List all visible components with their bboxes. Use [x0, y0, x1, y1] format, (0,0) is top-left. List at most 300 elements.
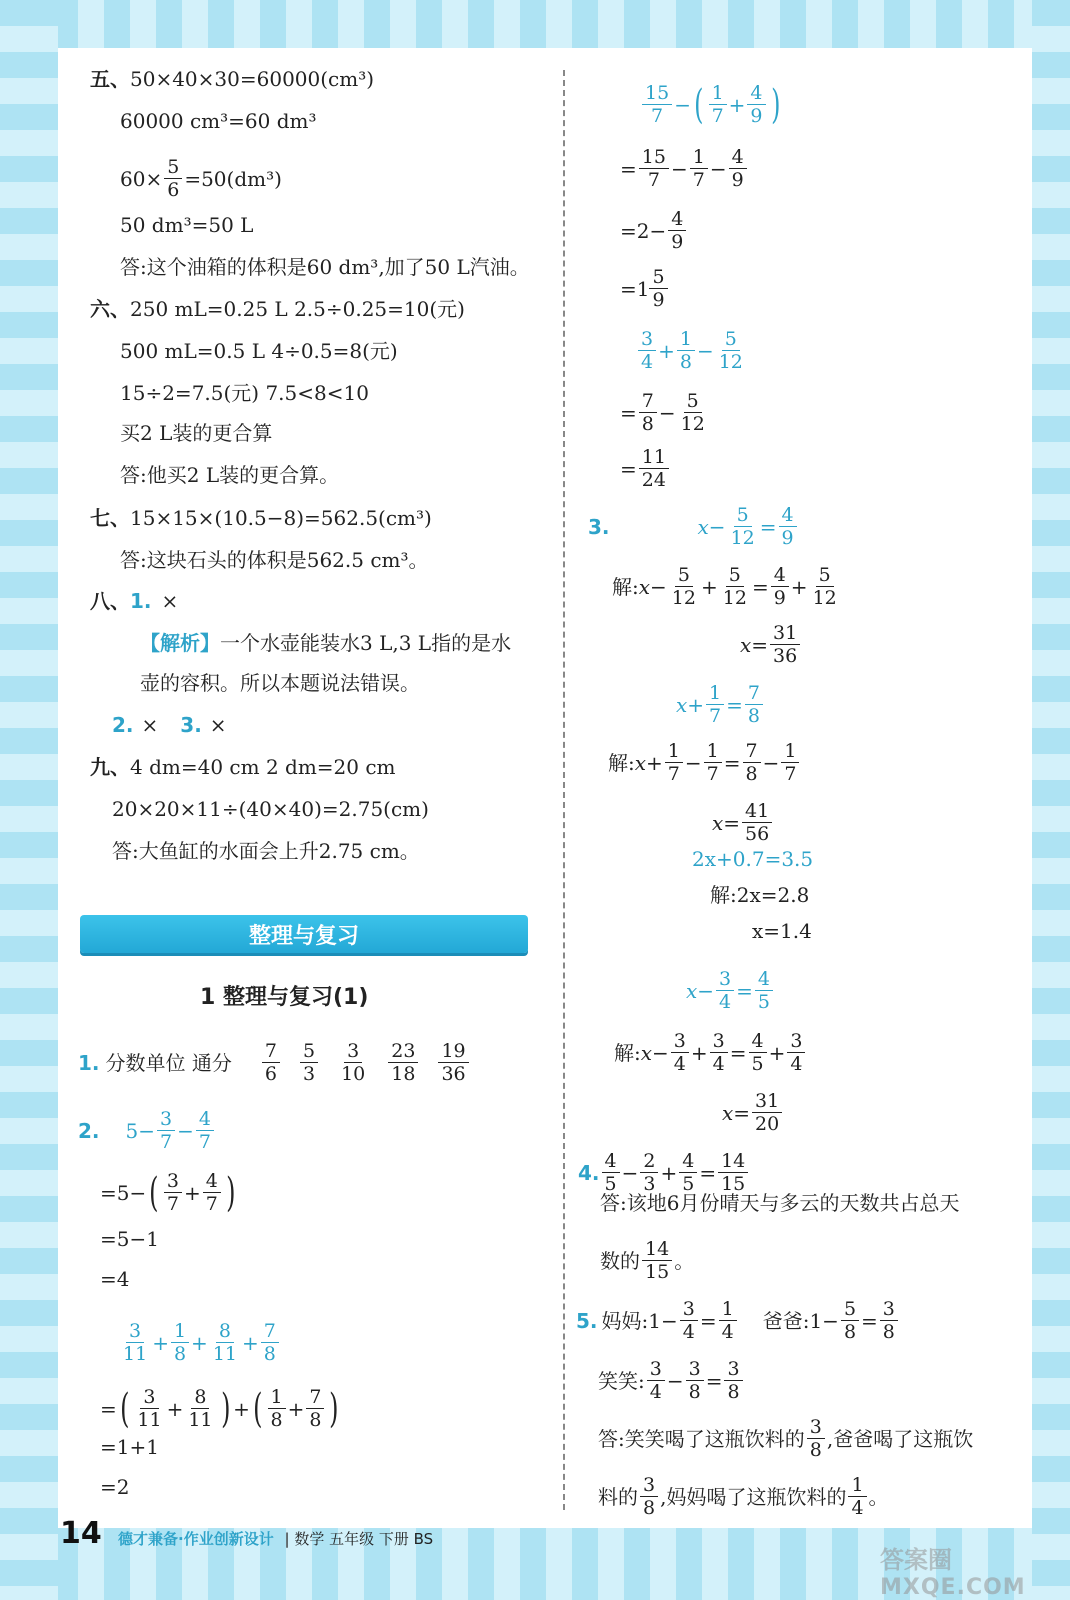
expr-text: =2− [620, 218, 667, 243]
denominator: 7 [166, 1193, 179, 1215]
fraction [642, 82, 672, 127]
denominator: 4 [851, 1497, 864, 1519]
numerator: 7 [639, 390, 657, 413]
numerator: 3 [724, 1358, 742, 1381]
numerator: 5 [675, 564, 693, 587]
fraction [706, 682, 724, 727]
denominator: 8 [745, 763, 758, 785]
fraction [787, 1030, 805, 1075]
numerator: 1 [690, 146, 708, 169]
fraction [642, 1238, 672, 1283]
r-expr3: $\frac{15}{7}$ − ( $\frac{1}{7}$ + $\frac{4}{9}$ ) [640, 82, 783, 127]
q2-expr2-step3: =2 [100, 1475, 130, 1499]
numerator: 4 [203, 1170, 221, 1193]
q1-text: 分数单位 通分 [105, 1050, 232, 1075]
fraction [171, 1320, 189, 1365]
denominator: 10 [341, 1063, 366, 1085]
numerator: 8 [191, 1386, 209, 1409]
denominator: 8 [727, 1381, 740, 1403]
fraction [262, 1040, 280, 1085]
denominator: 5 [757, 991, 770, 1013]
expr-text: 5− [125, 1118, 155, 1143]
answer-text: 答:笑笑喝了这瓶饮料的 [598, 1426, 805, 1451]
q2-expr1-step2: =5−1 [100, 1227, 159, 1251]
denominator: 8 [843, 1321, 857, 1343]
fraction [745, 682, 763, 727]
denominator: 7 [692, 169, 705, 191]
fraction [716, 328, 746, 373]
denominator: 8 [882, 1321, 895, 1343]
fraction [679, 1150, 697, 1195]
numerator: 14 [718, 1150, 748, 1173]
fraction [157, 1108, 175, 1153]
s8-label: 八、 [90, 589, 130, 613]
numerator: 5 [300, 1040, 318, 1063]
numerator: 3 [880, 1298, 898, 1321]
fraction [709, 82, 727, 127]
q2-expr1-step3: =4 [100, 1267, 130, 1291]
page-frame-right [1032, 0, 1070, 1600]
fraction [120, 1320, 150, 1365]
numerator: 23 [388, 1040, 418, 1063]
numerator: 2 [640, 1150, 658, 1173]
q2-num: 2. [78, 1118, 100, 1143]
denominator: 5 [751, 1053, 764, 1075]
denominator: 7 [709, 705, 722, 727]
numerator: 3 [716, 968, 734, 991]
numerator: 3 [157, 1108, 175, 1131]
numerator: 5 [726, 564, 744, 587]
denominator: 12 [722, 587, 747, 609]
denominator: 15 [645, 1261, 670, 1283]
fraction [781, 740, 799, 785]
q3-sol3b: x=1.4 [752, 919, 812, 943]
s6-l3: 15÷2=7.5(元) 7.5<8<10 [120, 381, 369, 405]
denominator: 3 [643, 1173, 656, 1195]
numerator: 5 [734, 504, 752, 527]
denominator: 9 [731, 169, 744, 191]
s5-line3 [120, 156, 282, 201]
numerator: 7 [262, 1040, 280, 1063]
s8-q1-answer: × [161, 589, 179, 613]
denominator: 6 [167, 179, 180, 201]
fraction [203, 1170, 221, 1215]
denominator: 12 [671, 587, 696, 609]
fraction [747, 82, 765, 127]
denominator: 5 [682, 1173, 695, 1195]
numerator: 5 [684, 390, 702, 413]
numerator: 1 [171, 1320, 189, 1343]
explain-tag: 【解析】 [140, 631, 220, 655]
answer-text: 料的 [598, 1484, 638, 1509]
denominator: 12 [730, 527, 755, 549]
denominator: 6 [264, 1063, 277, 1085]
numerator: 5 [164, 156, 182, 179]
q2-expr2-step1: = ( $\frac{3}{11}$ + $\frac{8}{11}$ ) + ( $\frac{1}{8}$ + $\frac{7}{8}$ ) [100, 1385, 339, 1432]
fraction [210, 1320, 240, 1365]
numerator: 1 [706, 682, 724, 705]
numerator: 4 [747, 82, 765, 105]
denominator: 7 [647, 169, 660, 191]
numerator: 4 [771, 564, 789, 587]
denominator: 12 [812, 587, 837, 609]
q3-sol3a: 解:2x=2.8 [710, 883, 810, 907]
q3-ans4: x = $\frac{31}{20}$ [722, 1090, 784, 1135]
denominator: 7 [706, 763, 719, 785]
s9-line1 [90, 754, 396, 780]
s5-l3-pre: 60× [120, 166, 163, 191]
numerator: 41 [742, 800, 772, 823]
q2-expr1-step1: =5− ( $\frac{3}{7}$ + $\frac{4}{7}$ ) [100, 1169, 236, 1216]
fraction [880, 1298, 898, 1343]
denominator: 7 [198, 1131, 211, 1153]
fraction [647, 1358, 665, 1403]
denominator: 4 [649, 1381, 662, 1403]
q3-sol1: 解: x − $\frac{5}{12}$ + $\frac{5}{12}$ = $\frac{4}{9}$ + $\frac{5}{12}$ [612, 564, 842, 609]
s8-explain1 [140, 630, 511, 656]
numerator: 3 [140, 1386, 158, 1409]
fraction [686, 1358, 704, 1403]
q1-line [78, 1040, 479, 1085]
denominator: 8 [270, 1409, 283, 1431]
fraction [718, 1150, 748, 1195]
denominator: 4 [641, 351, 654, 373]
q5-line1: 5. 妈妈:1− $\frac{3}{4}$ = $\frac{1}{4}$ 爸爸:1− $\frac{5}{8}$ = $\frac{3}{8}$ [576, 1298, 900, 1343]
denominator: 18 [391, 1063, 416, 1085]
denominator: 8 [641, 413, 654, 435]
denominator: 11 [188, 1409, 213, 1431]
denominator: 8 [263, 1343, 276, 1365]
numerator: 15 [639, 146, 669, 169]
s8-q2-answer: × [141, 713, 159, 737]
baba-label: 爸爸:1− [762, 1308, 839, 1333]
s8-q3-num: 3. [180, 713, 202, 737]
numerator: 7 [743, 740, 761, 763]
s5-l1: 50×40×30=60000(cm³) [130, 67, 375, 91]
fraction [716, 968, 734, 1013]
fraction [728, 504, 758, 549]
denominator: 9 [671, 231, 684, 253]
denominator: 12 [718, 351, 743, 373]
s8-explain2: 壶的容积。所以本题说法错误。 [140, 671, 420, 695]
fraction [690, 146, 708, 191]
denominator: 7 [651, 105, 664, 127]
numerator: 5 [649, 266, 667, 289]
numerator: 1 [848, 1474, 866, 1497]
r-expr4-step2: = $\frac{11}{24}$ [620, 446, 671, 491]
numerator: 4 [729, 146, 747, 169]
footer-book-info: 数学 五年级 下册 BS [294, 1530, 434, 1548]
denominator: 11 [212, 1343, 237, 1365]
numerator: 3 [640, 1474, 658, 1497]
s7-l1: 15×15×(10.5−8)=562.5(cm³) [130, 506, 432, 530]
denominator: 9 [773, 587, 786, 609]
denominator: 56 [745, 823, 770, 845]
q2-expr2: $\frac{3}{11}$ + $\frac{1}{8}$ + $\frac{8}{11}$ + $\frac{7}{8}$ [118, 1320, 281, 1365]
denominator: 4 [790, 1053, 803, 1075]
expr-text: =5− [100, 1180, 147, 1205]
fraction [649, 266, 667, 311]
numerator: 3 [344, 1040, 362, 1063]
denominator: 4 [719, 991, 732, 1013]
fraction [710, 1030, 728, 1075]
numerator: 3 [638, 328, 656, 351]
fraction [134, 1386, 164, 1431]
denominator: 8 [688, 1381, 701, 1403]
operator: − [177, 1118, 194, 1143]
s8-q1-num: 1. [130, 589, 152, 613]
numerator: 1 [665, 740, 683, 763]
fraction [164, 156, 182, 201]
denominator: 15 [721, 1173, 746, 1195]
numerator: 7 [306, 1386, 324, 1409]
denominator: 8 [309, 1409, 322, 1431]
s6-l4: 买2 L装的更合算 [120, 421, 273, 445]
denominator: 9 [750, 105, 763, 127]
fraction [300, 1040, 318, 1085]
numerator: 19 [438, 1040, 468, 1063]
fraction [438, 1040, 468, 1085]
s6-l1: 250 mL=0.25 L 2.5÷0.25=10(元) [130, 297, 465, 321]
q1-num: 1. [78, 1050, 100, 1075]
xiaoxiao-label: 笑笑: [598, 1368, 645, 1393]
fraction [388, 1040, 418, 1085]
q2-expr1 [78, 1108, 216, 1153]
q3-ans1: x = $\frac{31}{36}$ [740, 622, 802, 667]
q4-expr: 4. $\frac{4}{5}$ − $\frac{2}{3}$ + $\frac{4}{5}$ = $\frac{14}{15}$ [578, 1150, 750, 1195]
fraction [841, 1298, 859, 1343]
r-expr3-step2 [620, 208, 688, 253]
fraction [752, 1090, 782, 1135]
numerator: 3 [787, 1030, 805, 1053]
q3-sol4: 解: x − $\frac{3}{4}$ + $\frac{3}{4}$ = $\frac{4}{5}$ + $\frac{3}{4}$ [614, 1030, 807, 1075]
fraction [680, 1298, 698, 1343]
s6-line1 [90, 296, 465, 322]
denominator: 8 [679, 351, 692, 373]
fraction [164, 1170, 182, 1215]
numerator: 7 [745, 682, 763, 705]
numerator: 5 [841, 1298, 859, 1321]
numerator: 3 [647, 1358, 665, 1381]
answer-text: ,妈妈喝了这瓶饮料的 [660, 1484, 847, 1509]
fraction [639, 446, 669, 491]
page-frame-top [0, 0, 1070, 48]
fraction [678, 390, 708, 435]
numerator: 31 [770, 622, 800, 645]
q5-answer-2 [598, 1474, 889, 1519]
denominator: 7 [205, 1193, 218, 1215]
denominator: 9 [781, 527, 794, 549]
numerator: 1 [677, 328, 695, 351]
fraction [755, 968, 773, 1013]
s9-label: 九、 [90, 755, 130, 779]
fraction [669, 564, 699, 609]
fraction [665, 740, 683, 785]
operator: + [183, 1180, 201, 1205]
fraction [749, 1030, 767, 1075]
q3-eq1: 3. x− $\frac{5}{12}$ = $\frac{4}{9}$ [588, 504, 799, 549]
fraction [668, 208, 686, 253]
s8-q2-num: 2. [112, 713, 134, 737]
fraction [185, 1386, 215, 1431]
numerator: 5 [722, 328, 740, 351]
numerator: 3 [710, 1030, 728, 1053]
s5-label: 五、 [90, 67, 130, 91]
fraction [338, 1040, 368, 1085]
s5-line1 [90, 66, 374, 92]
footer-info: 德才兼备·作业创新设计 | 数学 五年级 下册 BS [118, 1530, 434, 1548]
column-divider [563, 70, 565, 1510]
fraction [729, 146, 747, 191]
watermark-url: MXQE.COM [880, 1575, 1026, 1600]
denominator: 12 [680, 413, 705, 435]
denominator: 36 [441, 1063, 466, 1085]
s7-l2: 答:这块石头的体积是562.5 cm³。 [120, 548, 429, 572]
numerator: 14 [642, 1238, 672, 1261]
s8-line1 [90, 588, 178, 614]
denominator: 20 [755, 1113, 780, 1135]
denominator: 11 [137, 1409, 162, 1431]
jie-label: 解: [612, 574, 639, 599]
denominator: 11 [123, 1343, 148, 1365]
numerator: 1 [781, 740, 799, 763]
numerator: 4 [668, 208, 686, 231]
q4-answer-2 [600, 1238, 694, 1283]
s9-l3: 答:大鱼缸的水面会上升2.75 cm。 [112, 839, 420, 863]
numerator: 3 [126, 1320, 144, 1343]
numerator: 3 [671, 1030, 689, 1053]
fraction [640, 1474, 658, 1519]
s5-l3-post: =50(dm³) [184, 166, 282, 191]
denominator: 8 [173, 1343, 187, 1365]
s8-q3-answer: × [209, 713, 227, 737]
page-frame-left [0, 0, 58, 1600]
denominator: 7 [784, 763, 797, 785]
q2-expr2-step2: =1+1 [100, 1435, 159, 1459]
denominator: 4 [673, 1053, 686, 1075]
fraction [742, 800, 772, 845]
section-title: 1 整理与复习(1) [200, 985, 369, 1010]
denominator: 36 [773, 645, 798, 667]
q4-answer-1: 答:该地6月份晴天与多云的天数共占总天 [600, 1191, 960, 1215]
jie-label: 解: [608, 750, 635, 775]
s7-label: 七、 [90, 506, 130, 530]
explain-text-1: 一个水壶能装水3 L,3 L指的是水 [220, 631, 512, 655]
watermark-text: 答案圈 [880, 1546, 952, 1574]
jie-label: 解: [614, 1040, 641, 1065]
q3-eq4: x − $\frac{3}{4}$ = $\frac{4}{5}$ [686, 968, 775, 1013]
denominator: 4 [721, 1321, 734, 1343]
answer-text: ,爸爸喝了这瓶饮 [826, 1426, 974, 1451]
numerator: 8 [216, 1320, 234, 1343]
denominator: 4 [682, 1321, 695, 1343]
watermark-logo [880, 1540, 1026, 1600]
q4-num: 4. [578, 1160, 600, 1185]
fraction [640, 1150, 658, 1195]
denominator: 9 [652, 289, 665, 311]
mama-label: 妈妈:1− [601, 1308, 678, 1333]
fraction [638, 328, 656, 373]
fraction [743, 740, 761, 785]
numerator: 1 [268, 1386, 286, 1409]
denominator: 4 [712, 1053, 725, 1075]
denominator: 7 [667, 763, 680, 785]
fraction [704, 740, 722, 785]
s7-line1 [90, 505, 432, 531]
r-expr3-step1: = $\frac{15}{7}$ − $\frac{1}{7}$ − $\frac{4}{9}$ [620, 146, 749, 191]
page-number: 14 [60, 1516, 102, 1551]
fraction [807, 1416, 825, 1461]
expr-text: =1 [620, 276, 650, 301]
denominator: 8 [809, 1439, 822, 1461]
r-expr3-step3 [620, 266, 670, 311]
fraction [306, 1386, 324, 1431]
fraction [848, 1474, 866, 1519]
denominator: 7 [711, 105, 724, 127]
denominator: 5 [604, 1173, 617, 1195]
q3-eq3: 2x+0.7=3.5 [692, 847, 814, 871]
s5-l2: 60000 cm³=60 dm³ [120, 109, 317, 133]
s9-l1: 4 dm=40 cm 2 dm=20 cm [130, 755, 396, 779]
section-banner: 整理与复习 [80, 915, 528, 953]
fraction [639, 390, 657, 435]
numerator: 3 [164, 1170, 182, 1193]
s5-l5: 答:这个油箱的体积是60 dm³,加了50 L汽油。 [120, 255, 530, 279]
fraction [639, 146, 669, 191]
fraction [724, 1358, 742, 1403]
numerator: 4 [602, 1150, 620, 1173]
fraction [261, 1320, 279, 1365]
fraction [770, 622, 800, 667]
q5-answer-1 [598, 1416, 973, 1461]
numerator: 4 [749, 1030, 767, 1053]
answer-text: 数的 [600, 1248, 640, 1273]
s6-l5: 答:他买2 L装的更合算。 [120, 463, 340, 487]
fraction [671, 1030, 689, 1075]
r-expr4: $\frac{3}{4}$ + $\frac{1}{8}$ − $\frac{5}{12}$ [636, 328, 748, 373]
fraction [677, 328, 695, 373]
numerator: 4 [196, 1108, 214, 1131]
numerator: 3 [807, 1416, 825, 1439]
s8-line2 [112, 712, 227, 738]
numerator: 3 [680, 1298, 698, 1321]
q5-num: 5. [576, 1308, 598, 1333]
denominator: 8 [643, 1497, 656, 1519]
numerator: 1 [704, 740, 722, 763]
numerator: 7 [261, 1320, 279, 1343]
s5-l4: 50 dm³=50 L [120, 213, 254, 237]
numerator: 4 [679, 1150, 697, 1173]
numerator: 4 [755, 968, 773, 991]
q5-line2: 笑笑: $\frac{3}{4}$ − $\frac{3}{8}$ = $\frac{3}{8}$ [598, 1358, 745, 1403]
fraction [719, 1298, 737, 1343]
denominator: 24 [641, 469, 666, 491]
s6-l2: 500 mL=0.5 L 4÷0.5=8(元) [120, 339, 398, 363]
numerator: 1 [719, 1298, 737, 1321]
numerator: 3 [686, 1358, 704, 1381]
answer-text: 。 [674, 1248, 695, 1273]
numerator: 31 [752, 1090, 782, 1113]
fraction [196, 1108, 214, 1153]
numerator: 15 [642, 82, 672, 105]
fraction [771, 564, 789, 609]
s6-label: 六、 [90, 297, 130, 321]
fraction [602, 1150, 620, 1195]
q3-ans2: x = $\frac{41}{56}$ [712, 800, 774, 845]
fraction [268, 1386, 286, 1431]
fraction [779, 504, 797, 549]
r-expr4-step1: = $\frac{7}{8}$ − $\frac{5}{12}$ [620, 390, 710, 435]
